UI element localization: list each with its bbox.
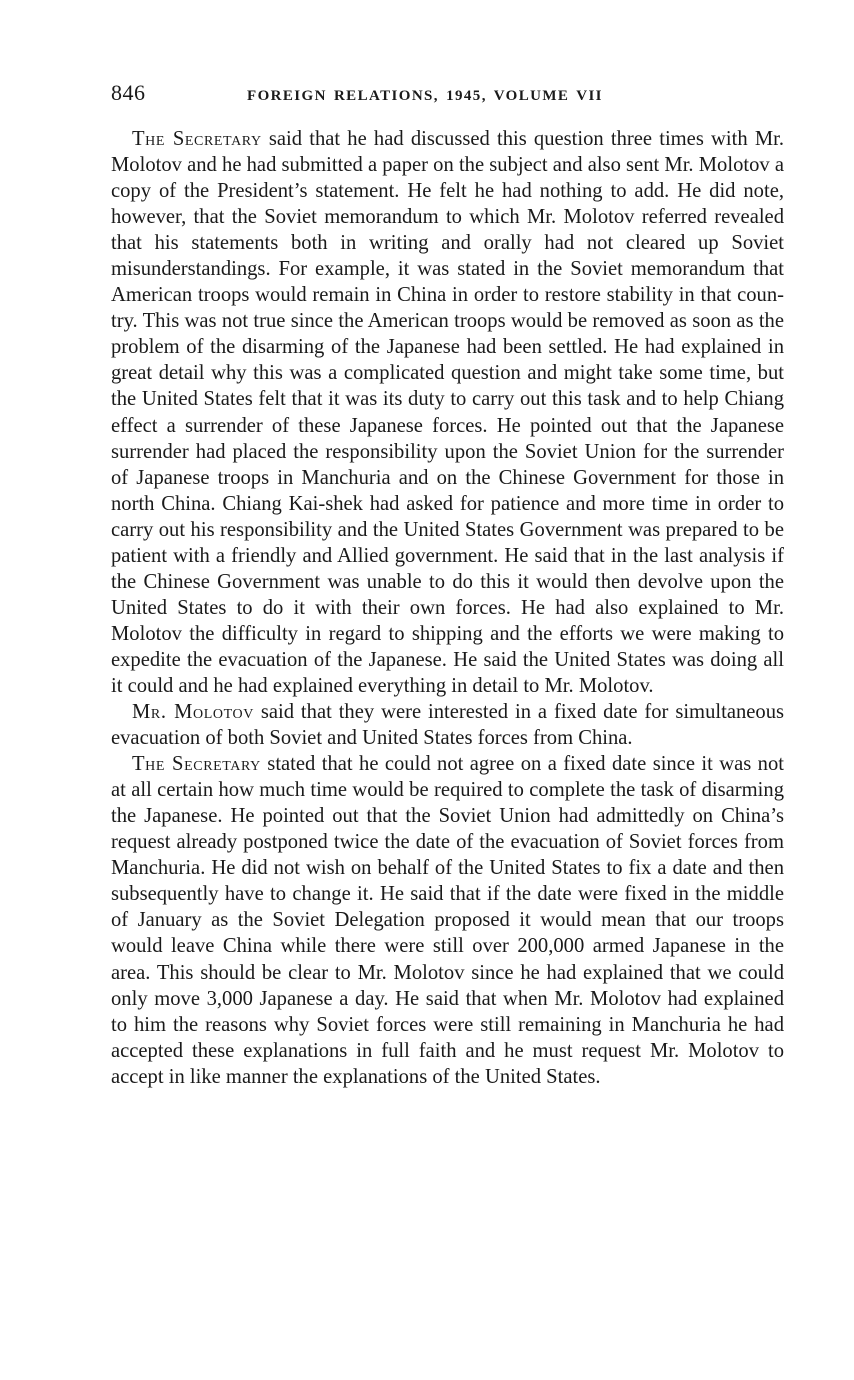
page-number: 846 [111, 80, 146, 105]
running-header [111, 80, 784, 114]
paragraph-text: said that they were interested in a fixed date for simultaneous evacuation of both Soviet and United States forces from China. [111, 701, 785, 750]
paragraph [111, 126, 784, 699]
speaker-name: Mr. Molotov [132, 701, 254, 724]
body-text [111, 126, 784, 1090]
running-header-title: FOREIGN RELATIONS, 1945, VOLUME VII [247, 88, 603, 104]
paragraph-text: stated that he could not agree on a fixed date since it was not at all certain how much time would be required to complete the task of disarming the Japanese. He pointed out that the Soviet Union had admittedly on China’s request already postponed twice the date of the evacuation of Soviet forces from Manchuria. He did not wish on behalf of the United States to fix a date and then subsequently have to change it. He said that if the date were fixed in the middle of January as the Soviet Delegation proposed it would mean that our troops would leave China while there were still over 200,000 armed Japanese in the area. This should be clear to Mr. Molotov since he had explained that we could only move 3,000 Japanese a day. He said that when Mr. Molotov had explained to him the reasons why Soviet forces were still remaining in Manchuria he had accepted these explanations in full faith and he must request Mr. Molotov to accept in like manner the explanations of the United States. [111, 753, 785, 1088]
paragraph [111, 751, 784, 1090]
paragraph [111, 699, 784, 751]
speaker-name: The Secretary [132, 128, 262, 150]
speaker-name: The Secretary [132, 753, 261, 776]
document-page [111, 80, 784, 1090]
paragraph-text: said that he had discussed this question three times with Mr. Molotov and he had submitted a paper on the subject and also sent Mr. Molotov a copy of the President’s statement. He felt he had nothing to add. He did note, however, that the Soviet memorandum to which Mr. Molotov referred revealed that his statements both in writing and orally had not cleared up Soviet misunderstandings. For example, it was stated in the Soviet memorandum that American troops would remain in China in order to restore stability in that country. This was not true since the American troops would be removed as soon as the problem of the disarming of the Japanese had been settled. He had explained in great detail why this was a complicated question and might take some time, but the United States felt that it was its duty to carry out this task and to help Chiang effect a surrender of these Japanese forces. He pointed out that the Japanese surrender had placed the responsibility upon the Soviet Union for the surrender of Japanese troops in Manchuria and on the Chinese Government for those in north China. Chiang Kai-shek had asked for patience and more time in order to carry out his responsibility and the United States Government was prepared to be patient with a friendly and Allied government. He said that in the last analysis if the Chinese Government was unable to do this it would then devolve upon the United States to do it with their own forces. He had also explained to Mr. Molotov the difficulty in regard to shipping and the efforts we were making to expedite the evacuation of the Japanese. He said the United States was doing all it could and he had explained everything in detail to Mr. Molotov. [111, 128, 785, 697]
